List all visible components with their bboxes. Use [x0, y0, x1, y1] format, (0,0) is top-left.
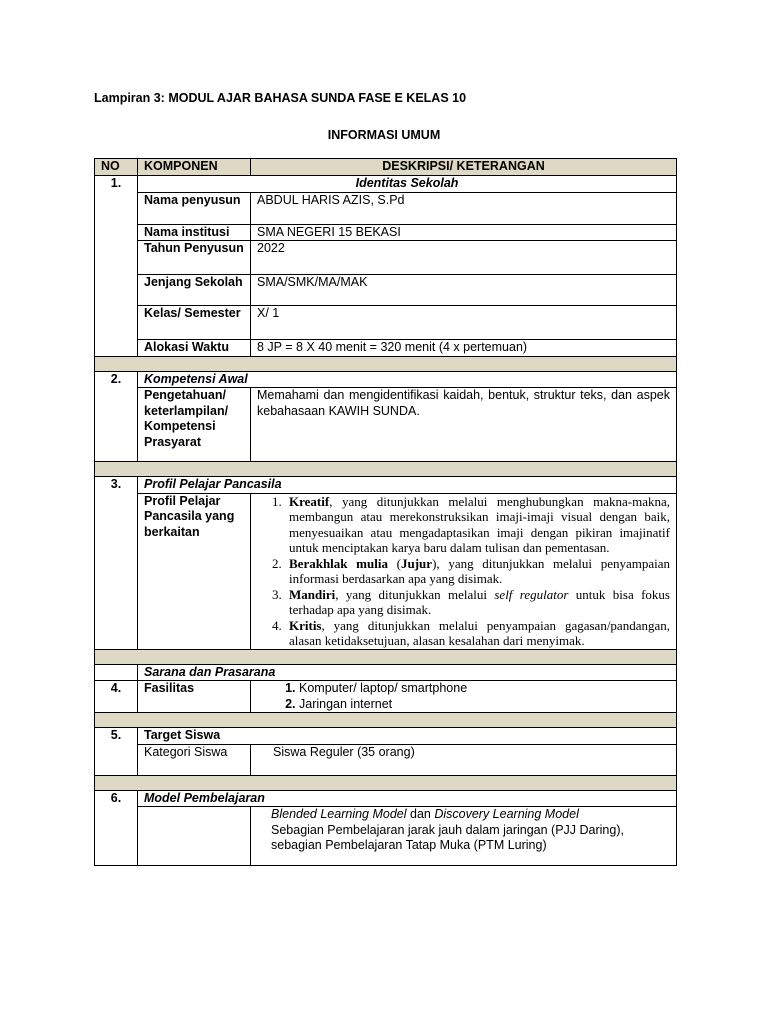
row-label: Tahun Penyusun	[138, 241, 251, 275]
row-value: ABDUL HARIS AZIS, S.Pd	[251, 192, 677, 224]
row-value: Siswa Reguler (35 orang)	[251, 744, 677, 775]
pancasila-profile-list-cell	[251, 493, 677, 649]
profile-term: Berakhlak mulia	[289, 555, 388, 571]
profile-text: , yang ditunjukkan melalui penyampaian gagasan/pandangan, alasan ketidaksetujuan, alasan kesalahan dari menyimak.	[289, 617, 670, 648]
section-title: INFORMASI UMUM	[327, 128, 441, 142]
row-label: Kelas/ Semester	[138, 306, 251, 340]
profile-term: Kritis	[289, 617, 322, 633]
table-row	[95, 807, 677, 866]
facilities-list-cell	[251, 681, 677, 713]
row-value: X/ 1	[251, 306, 677, 340]
table-row	[95, 340, 677, 357]
profile-term: Kreatif	[289, 493, 330, 509]
profile-text: , yang ditunjukkan melalui menghubungkan makna-makna, membangun atau merekonstruksikan imaji-imaji visual dengan baik, menyesuaikan atau mengadaptasikan imaji dengan pikiran imajinatif untuk menciptakan karya baru dalam tulisan dan pementasan.	[289, 493, 670, 555]
row-label: Profil Pelajar Pancasila yang berkaitan	[138, 493, 251, 649]
separator-row	[95, 713, 677, 728]
table-row	[95, 493, 677, 649]
learning-model-desc-2: sebagian Pembelajaran Tatap Muka (PTM Luring)	[271, 838, 547, 852]
section-4-title-row	[95, 664, 677, 681]
list-item	[285, 618, 670, 649]
row-value: SMA/SMK/MA/MAK	[251, 275, 677, 306]
table-header-row	[95, 159, 677, 176]
document-title: Lampiran 3: MODUL AJAR BAHASA SUNDA FASE E KELAS 10	[94, 91, 467, 105]
row-label: Nama penyusun	[138, 192, 251, 224]
row-value: Memahami dan mengidentifikasi kaidah, bentuk, struktur teks, dan aspek kebahasaan KAWIH SUNDA.	[251, 388, 677, 462]
section-1-title-row	[95, 176, 677, 193]
section-3-title-row	[95, 477, 677, 494]
separator-row	[95, 356, 677, 371]
learning-model-a: Blended Learning Model	[271, 807, 407, 821]
section-6-title: Model Pembelajaran	[138, 790, 677, 807]
section-5-number: 5.	[95, 728, 138, 776]
table-row	[95, 744, 677, 775]
list-item	[285, 556, 670, 587]
profile-term: Jujur	[401, 555, 433, 571]
row-label: Pengetahuan/ keterlampilan/ Kompetensi Prasyarat	[138, 388, 251, 462]
empty-cell	[95, 664, 138, 681]
table-row	[95, 388, 677, 462]
section-4-number: 4.	[95, 681, 138, 713]
section-5-title: Target Siswa	[138, 728, 677, 745]
section-5-title-row	[95, 728, 677, 745]
learning-model-line	[271, 807, 670, 823]
row-label: Alokasi Waktu	[138, 340, 251, 357]
section-3-title: Profil Pelajar Pancasila	[138, 477, 677, 494]
section-4-title: Sarana dan Prasarana	[138, 664, 677, 681]
header-no: NO	[95, 159, 138, 176]
information-table	[94, 158, 677, 866]
list-item	[285, 587, 670, 618]
learning-model-cell	[251, 807, 677, 866]
row-value: SMA NEGERI 15 BEKASI	[251, 224, 677, 241]
list-item: 2. Jaringan internet	[299, 697, 670, 713]
row-value: 2022	[251, 241, 677, 275]
table-row	[95, 275, 677, 306]
list-item: 1. Komputer/ laptop/ smartphone	[299, 681, 670, 697]
profile-term: Mandiri	[289, 586, 336, 602]
profile-text: untuk bisa fokus terhadap apa yang disimak.	[289, 586, 670, 617]
header-description: DESKRIPSI/ KETERANGAN	[251, 159, 677, 176]
table-row	[95, 681, 677, 713]
row-label: Jenjang Sekolah	[138, 275, 251, 306]
section-2-number: 2.	[95, 371, 138, 462]
header-component: KOMPONEN	[138, 159, 251, 176]
separator-row	[95, 649, 677, 664]
separator-row	[95, 462, 677, 477]
empty-cell	[138, 807, 251, 866]
learning-model-b: Discovery Learning Model	[434, 807, 579, 821]
section-1-title: Identitas Sekolah	[138, 176, 677, 193]
row-label: Nama institusi	[138, 224, 251, 241]
table-row	[95, 224, 677, 241]
section-1-number: 1.	[95, 176, 138, 357]
section-6-number: 6.	[95, 790, 138, 866]
separator-row	[95, 775, 677, 790]
profile-italic-term: self regulator	[494, 586, 569, 602]
table-row	[95, 306, 677, 340]
profile-text: (	[387, 555, 401, 571]
profile-text: ), yang ditunjukkan melalui penyampaian informasi berdasarkan apa yang disimak.	[289, 555, 671, 586]
pancasila-profile-list	[257, 494, 670, 649]
list-item	[285, 494, 670, 556]
section-3-number: 3.	[95, 477, 138, 650]
row-label: Fasilitas	[138, 681, 251, 713]
section-6-title-row	[95, 790, 677, 807]
row-value: 8 JP = 8 X 40 menit = 320 menit (4 x pertemuan)	[251, 340, 677, 357]
row-label: Kategori Siswa	[138, 744, 251, 775]
facilities-list	[257, 681, 670, 712]
profile-text: , yang ditunjukkan melalui	[335, 586, 495, 602]
table-row	[95, 192, 677, 224]
table-row	[95, 241, 677, 275]
section-2-title: Kompetensi Awal	[138, 371, 677, 388]
learning-model-desc-1: Sebagian Pembelajaran jarak jauh dalam jaringan (PJJ Daring),	[271, 822, 624, 837]
learning-model-connector: dan	[406, 807, 435, 821]
section-2-title-row	[95, 371, 677, 388]
